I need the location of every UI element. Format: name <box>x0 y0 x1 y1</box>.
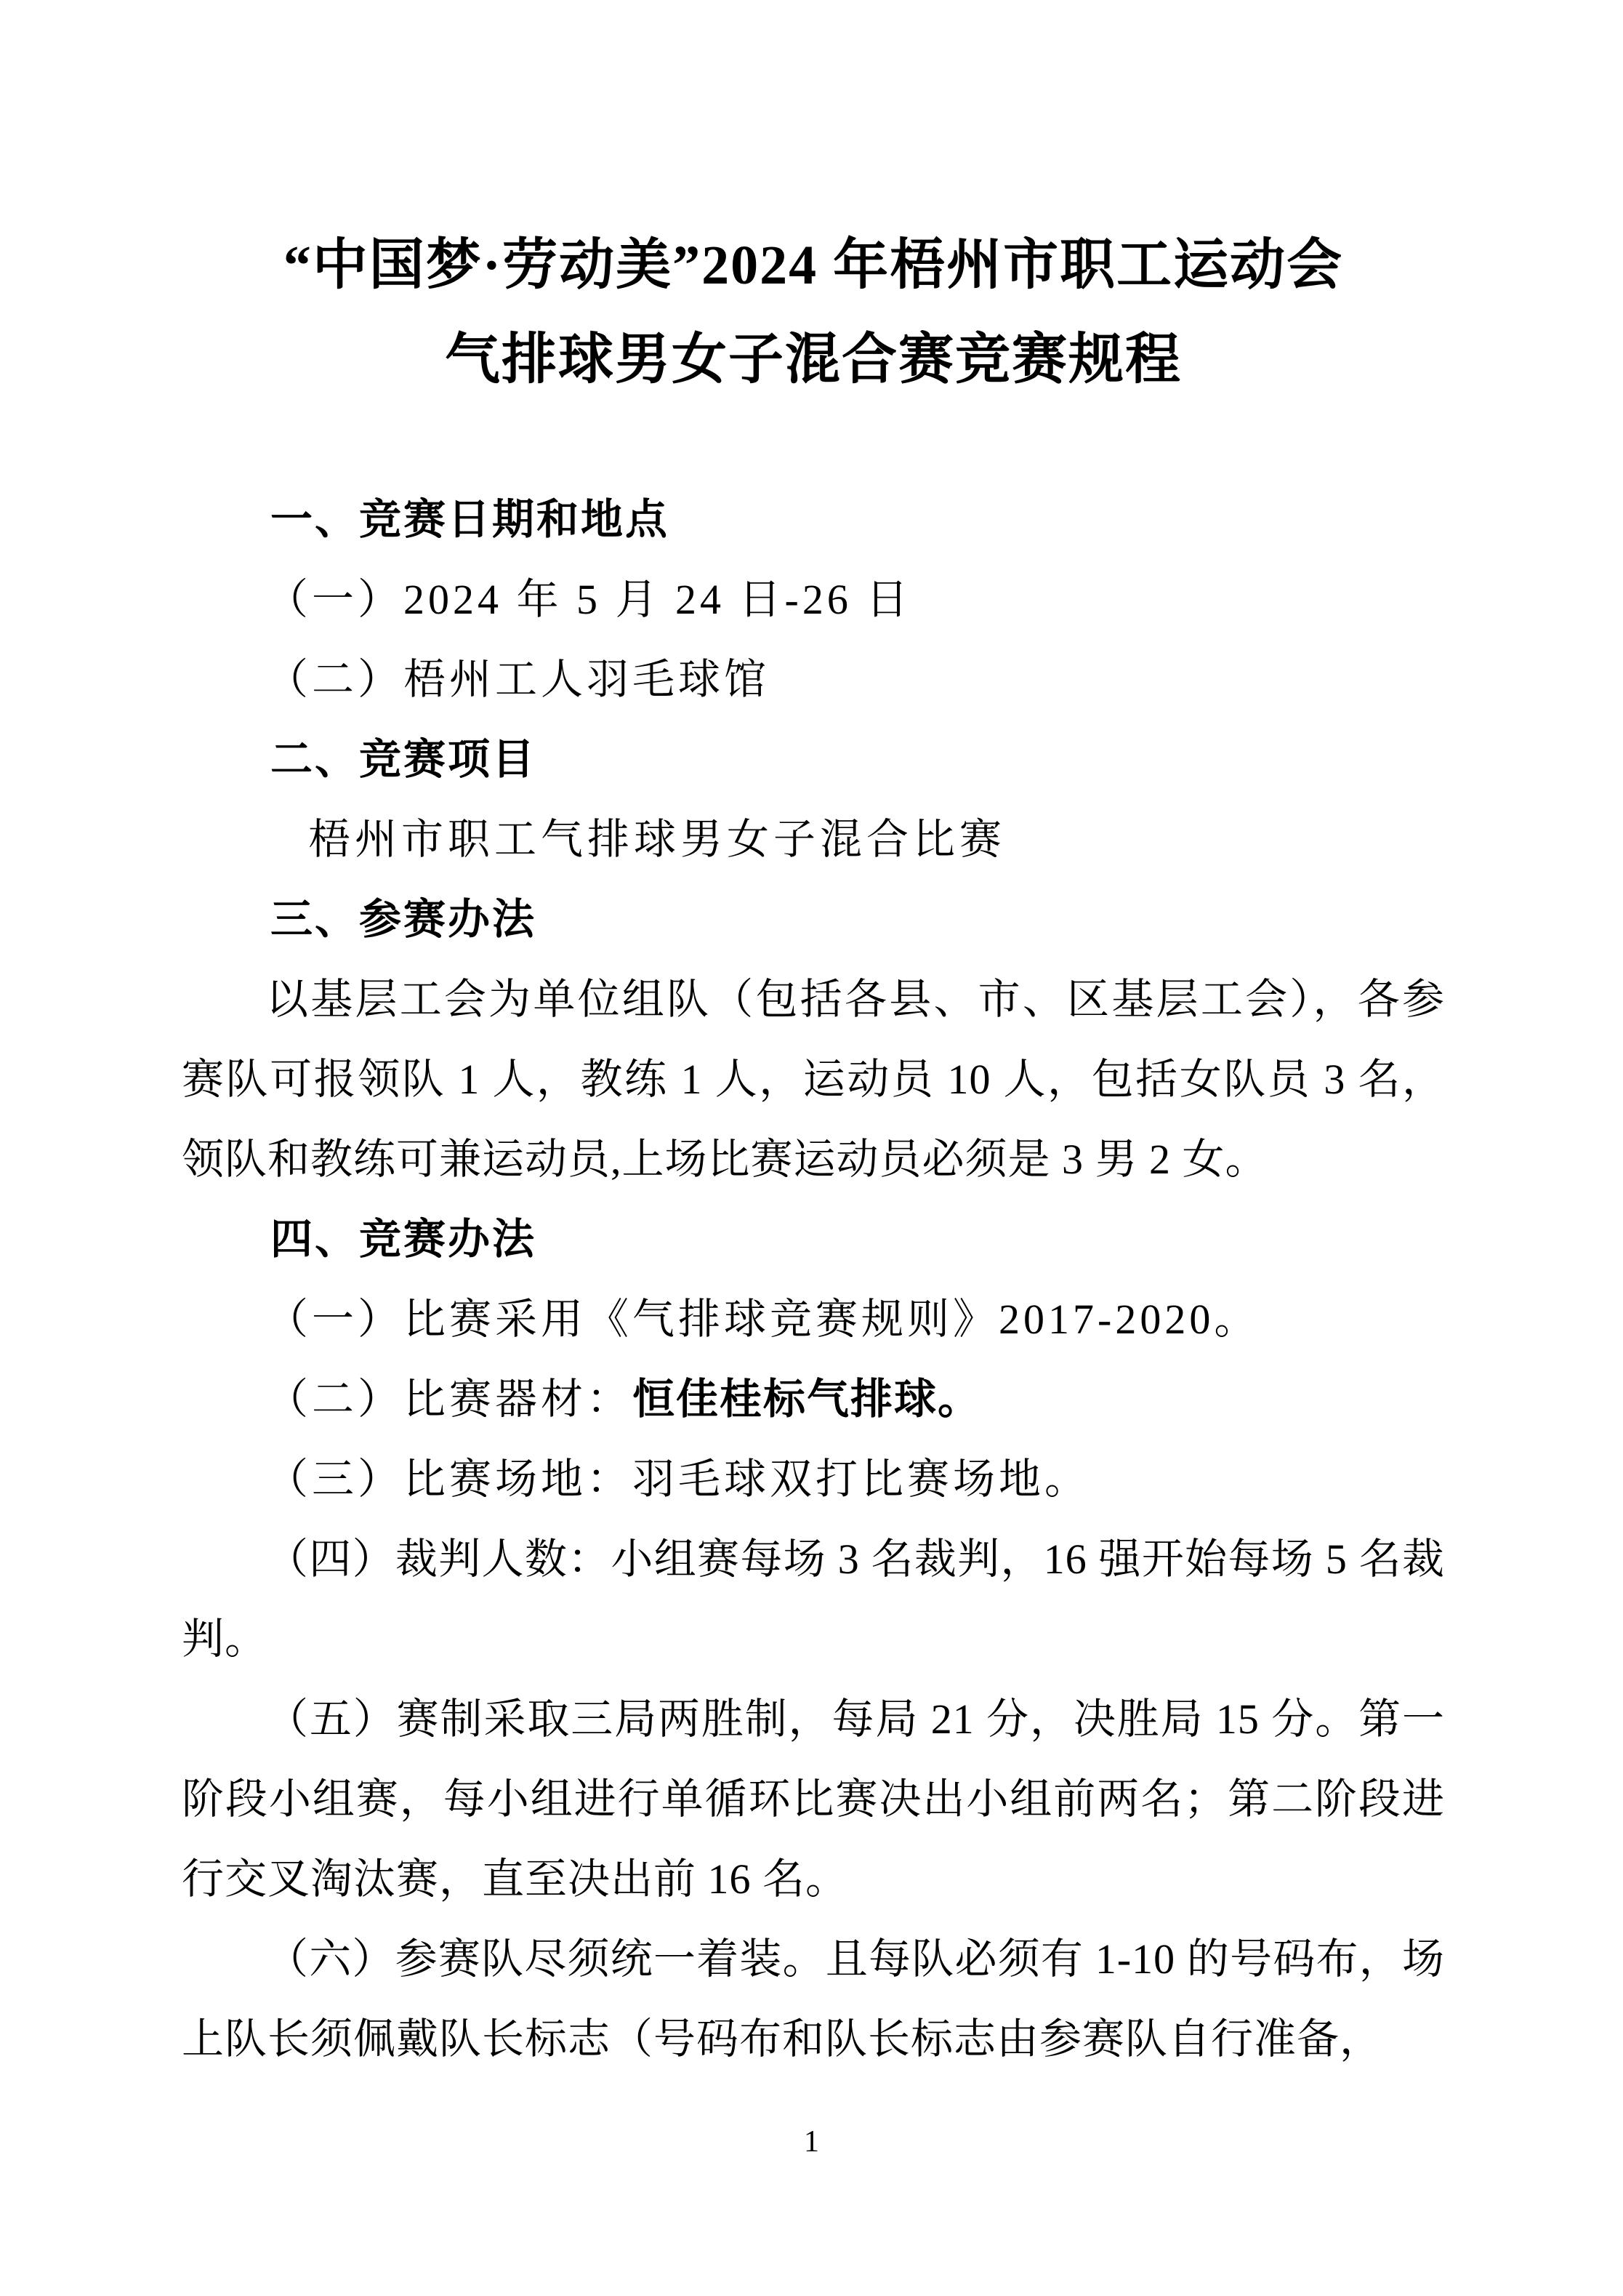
page-number: 1 <box>804 2125 819 2159</box>
section-1-item-2: （二）梧州工人羽毛球馆 <box>266 656 770 703</box>
section-1-heading: 一、竞赛日期和地点 <box>270 496 670 543</box>
section-4-item-4: （四）裁判人数：小组赛每场 3 名裁判，16 强开始每场 5 名裁判。 <box>182 1536 1445 1663</box>
document-content <box>182 0 1445 2079</box>
section-4-item-1: （一）比赛采用《气排球竞赛规则》2017-2020。 <box>266 1296 1260 1343</box>
section-4-heading: 四、竞赛办法 <box>270 1216 537 1263</box>
section-3-paragraph: 以基层工会为单位组队（包括各县、市、区基层工会），各参赛队可报领队 1 人，教练 1 人，运动员 10 人，包括女队员 3 名，领队和教练可兼运动员,上场比赛运动员必须是 3 男 2 女。 <box>182 976 1445 1183</box>
document-body <box>182 480 1445 2079</box>
section-4-item-5: （五）赛制采取三局两胜制，每局 21 分，决胜局 15 分。第一阶段小组赛，每小组进行单循环比赛决出小组前两名；第二阶段进行交叉淘汰赛，直至决出前 16 名。 <box>182 1695 1445 1903</box>
document-title <box>182 218 1445 407</box>
section-4-item-6: （六）参赛队尽须统一着装。且每队必须有 1-10 的号码布，场上队长须佩戴队长标志（号码布和队长标志由参赛队自行准备， <box>182 1935 1445 2063</box>
title-line-1: “中国梦·劳动美”2024 年梧州市职工运动会 <box>283 235 1344 296</box>
section-3-heading: 三、参赛办法 <box>270 896 537 943</box>
section-4-item-2-label: （二）比赛器材： <box>266 1376 633 1423</box>
section-1-item-1: （一）2024 年 5 月 24 日-26 日 <box>266 576 912 623</box>
section-2-heading: 二、竞赛项目 <box>270 736 537 783</box>
section-4-item-2 <box>182 1360 1445 1440</box>
title-line-2: 气排球男女子混合赛竞赛规程 <box>445 329 1182 390</box>
section-4-item-3: （三）比赛场地：羽毛球双打比赛场地。 <box>266 1456 1091 1503</box>
section-2-item-1: 梧州市职工气排球男女子混合比赛 <box>308 816 1007 863</box>
equipment-bold-text: 恒佳桂标气排球。 <box>632 1376 982 1423</box>
